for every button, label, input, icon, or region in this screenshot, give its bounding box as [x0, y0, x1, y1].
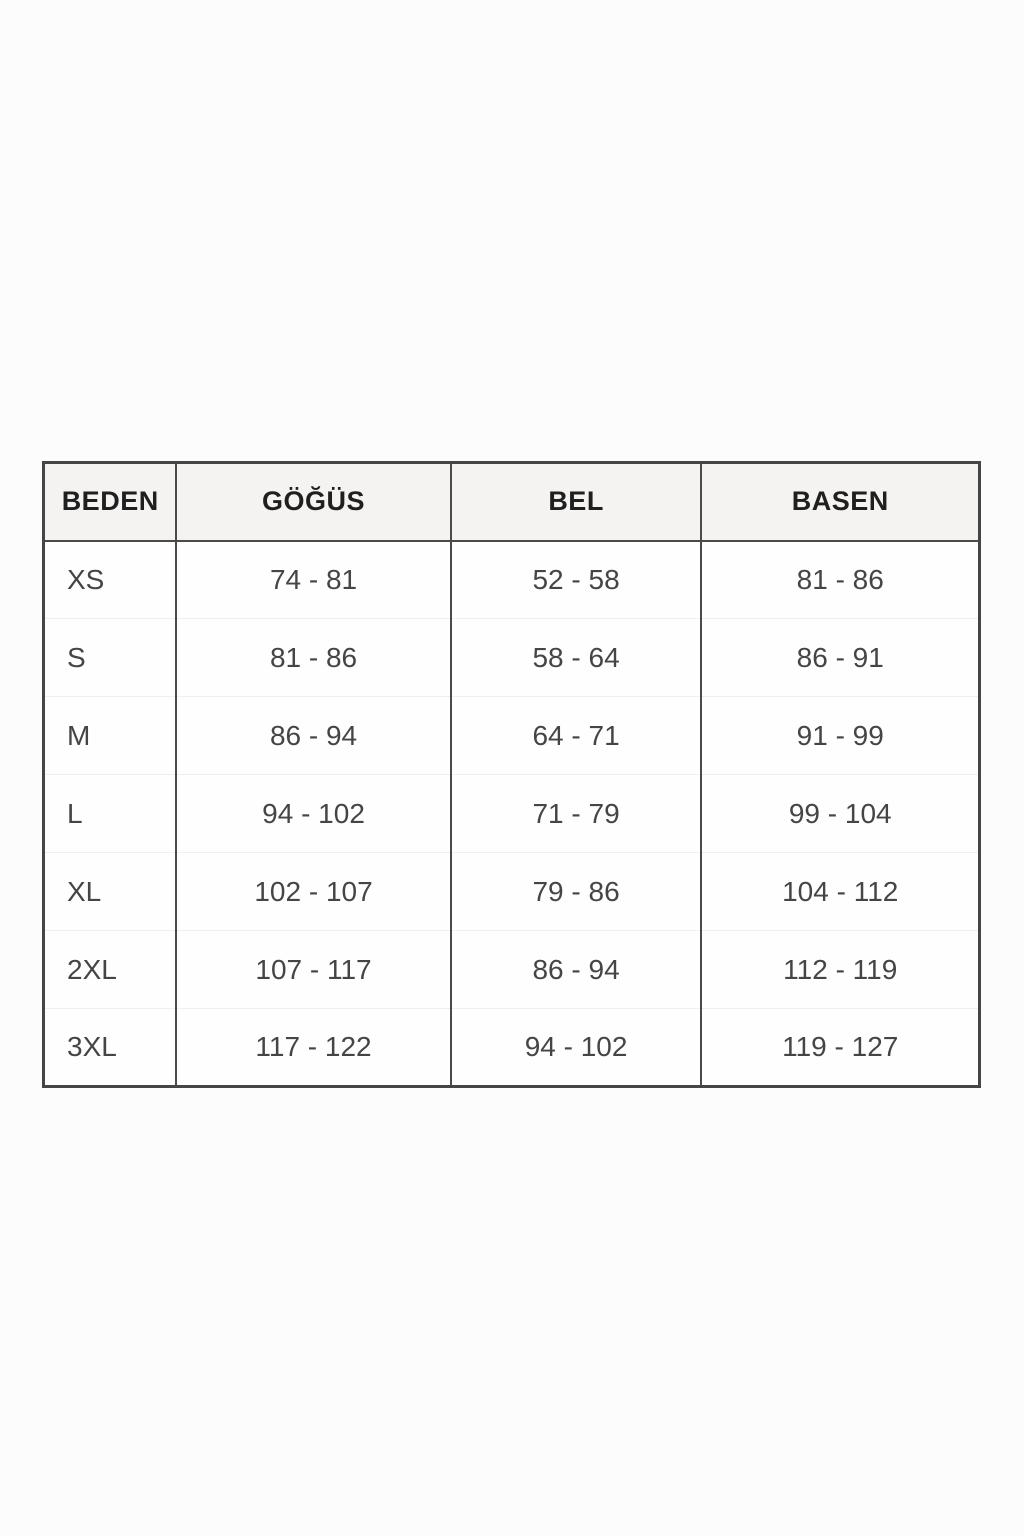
- size-chart-table: [42, 461, 981, 1088]
- size-cell: XS: [44, 541, 177, 619]
- hips-cell: 86 - 91: [701, 619, 979, 697]
- size-cell: XL: [44, 853, 177, 931]
- header-cell-basen: BASEN: [701, 463, 979, 541]
- header-cell-bel: BEL: [451, 463, 702, 541]
- hips-cell: 112 - 119: [701, 931, 979, 1009]
- chest-cell: 74 - 81: [176, 541, 450, 619]
- table-row: [44, 619, 980, 697]
- chest-cell: 117 - 122: [176, 1009, 450, 1087]
- chest-cell: 102 - 107: [176, 853, 450, 931]
- waist-cell: 52 - 58: [451, 541, 702, 619]
- size-cell: S: [44, 619, 177, 697]
- waist-cell: 64 - 71: [451, 697, 702, 775]
- table-row: [44, 541, 980, 619]
- size-cell: M: [44, 697, 177, 775]
- waist-cell: 58 - 64: [451, 619, 702, 697]
- table-row: [44, 853, 980, 931]
- chest-cell: 107 - 117: [176, 931, 450, 1009]
- chest-cell: 86 - 94: [176, 697, 450, 775]
- table-row: [44, 931, 980, 1009]
- chest-cell: 81 - 86: [176, 619, 450, 697]
- hips-cell: 119 - 127: [701, 1009, 979, 1087]
- table-row: [44, 697, 980, 775]
- table-row: [44, 1009, 980, 1087]
- header-cell-gogus: GÖĞÜS: [176, 463, 450, 541]
- hips-cell: 81 - 86: [701, 541, 979, 619]
- table-row: [44, 775, 980, 853]
- waist-cell: 94 - 102: [451, 1009, 702, 1087]
- waist-cell: 71 - 79: [451, 775, 702, 853]
- hips-cell: 104 - 112: [701, 853, 979, 931]
- hips-cell: 99 - 104: [701, 775, 979, 853]
- header-cell-beden: BEDEN: [44, 463, 177, 541]
- hips-cell: 91 - 99: [701, 697, 979, 775]
- chest-cell: 94 - 102: [176, 775, 450, 853]
- size-cell: 2XL: [44, 931, 177, 1009]
- header-row: [44, 463, 980, 541]
- waist-cell: 79 - 86: [451, 853, 702, 931]
- size-cell: 3XL: [44, 1009, 177, 1087]
- size-cell: L: [44, 775, 177, 853]
- waist-cell: 86 - 94: [451, 931, 702, 1009]
